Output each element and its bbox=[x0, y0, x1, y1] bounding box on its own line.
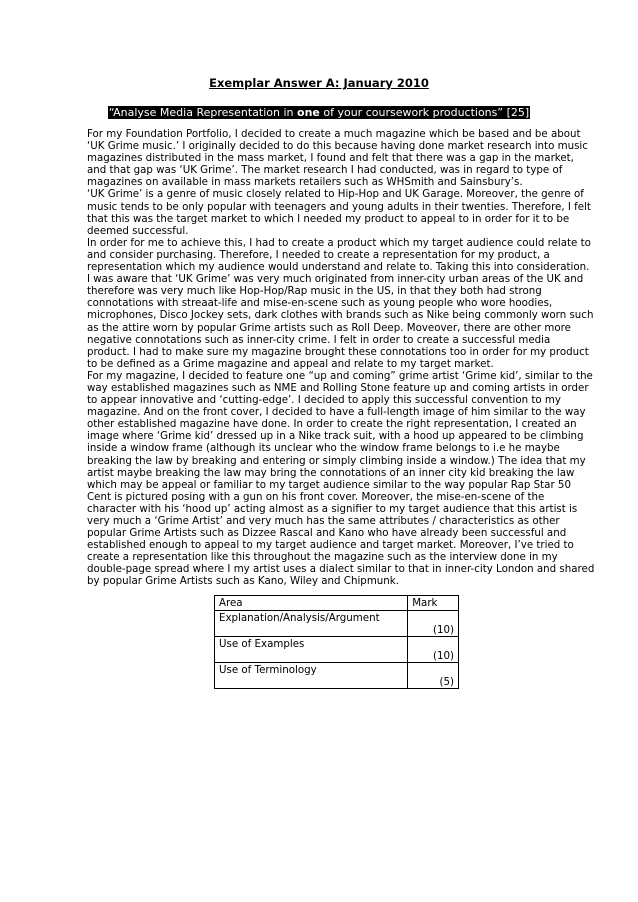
table-row bbox=[215, 611, 459, 637]
area-cell: Use of Examples bbox=[215, 637, 408, 663]
marks-table bbox=[214, 595, 459, 689]
mark-cell: (10) bbox=[408, 637, 459, 663]
answer-body bbox=[87, 128, 595, 588]
answer-paragraph-2: ‘UK Grime’ is a genre of music closely related to Hip-Hop and UK Garage. Moreover, the genre of music tends to be only popular with teenagers and young adults in their twenties. Therefore, I felt that this was the target market to which I needed my product to appeal to in order for it to be deemed successful. bbox=[87, 188, 591, 237]
answer-paragraph-4: For my magazine, I decided to feature one “up and coming” grime artist ‘Grime kid’, similar to the way established magazines such as NME and Rolling Stone feature up and coming artists in order to appear innovative and ‘cutting-edge’. I decided to apply this successful convention to my magazine. And on the front cover, I decided to have a full-length image of him similar to the way other established magazine have done. In order to create the right representation, I created an image where ‘Grime kid’ dressed up in a Nike track suit, with a hood up appeared to be climbing inside a window frame (although its unclear who the window frame belongs to i.e he maybe breaking the law by breaking and entering or simply climbing inside a window.) The idea that my artist maybe breaking the law may bring the connotations of an inner city kid breaking the law which may be appeal or familiar to my target audience similar to the way popular Rap Star 50 Cent is pictured posing with a gun on his front cover. Moreover, the mise-en-scene of the character with his ‘hood up’ acting almost as a signifier to my target audience that this artist is very much a ‘Grime Artist’ and very much has the same attributes / characteristics as other popular Grime Artists such as Dizzee Rascal and Kano who have already been successful and established enough to appeal to my target audience and target market. Moreover, I’ve tried to create a representation like this throughout the magazine such as the interview done in my double-page spread where I my artist uses a dialect similar to that in inner-city London and shared by popular Grime Artists such as Kano, Wiley and Chipmunk. bbox=[87, 369, 595, 588]
area-cell: Use of Terminology bbox=[215, 663, 408, 689]
document-title: Exemplar Answer A: January 2010 bbox=[209, 76, 429, 90]
area-header: Area bbox=[215, 596, 408, 611]
area-cell: Explanation/Analysis/Argument bbox=[215, 611, 408, 637]
answer-paragraph-3: In order for me to achieve this, I had to create a product which my target audience could relate to and consider purchasing. Therefore, I needed to create a representation for my product, a representation which my audience would understand and relate to. Taking this into consideration. I was aware that ‘UK Grime’ was very much originated from inner-city urban areas of the UK and therefore was very much like Hop-Hop/Rap music in the US, in that they both had strong connotations with streaat-life and mise-en-scene such as young people who wore hoodies, microphones, Disco Jockey sets, dark clothes with brands such as Nike being commonly worn such as the attire worn by popular Grime artists such as Roll Deep. Moveover, there are other more negative connotations such as inner-city crime. I felt in order to create a successful media product. I had to make sure my magazine brought these connotations too in order for my product to be defined as a Grime magazine and appeal and relate to my target market. bbox=[87, 236, 594, 370]
marks-table-header bbox=[215, 596, 459, 611]
table-row bbox=[215, 637, 459, 663]
question-banner bbox=[0, 101, 638, 120]
question-text bbox=[108, 106, 530, 119]
mark-cell: (10) bbox=[408, 611, 459, 637]
table-row bbox=[215, 663, 459, 689]
question-suffix: of your coursework productions” [25] bbox=[319, 106, 530, 119]
question-emphasis: one bbox=[297, 106, 320, 119]
question-prefix: “Analyse Media Representation in bbox=[108, 106, 298, 119]
mark-cell: (5) bbox=[408, 663, 459, 689]
mark-header: Mark bbox=[408, 596, 459, 611]
answer-paragraph-1: For my Foundation Portfolio, I decided to create a much magazine which be based and be about ‘UK Grime music.’ I originally decided to do this because having done market research into music magazines distributed in the mass market, I found and felt that there was a gap in the market, and that gap was ‘UK Grime’. The market research I had conducted, was in regard to type of magazines on available in mass markets retailers such as WHSmith and Sainsbury’s. bbox=[87, 128, 588, 189]
